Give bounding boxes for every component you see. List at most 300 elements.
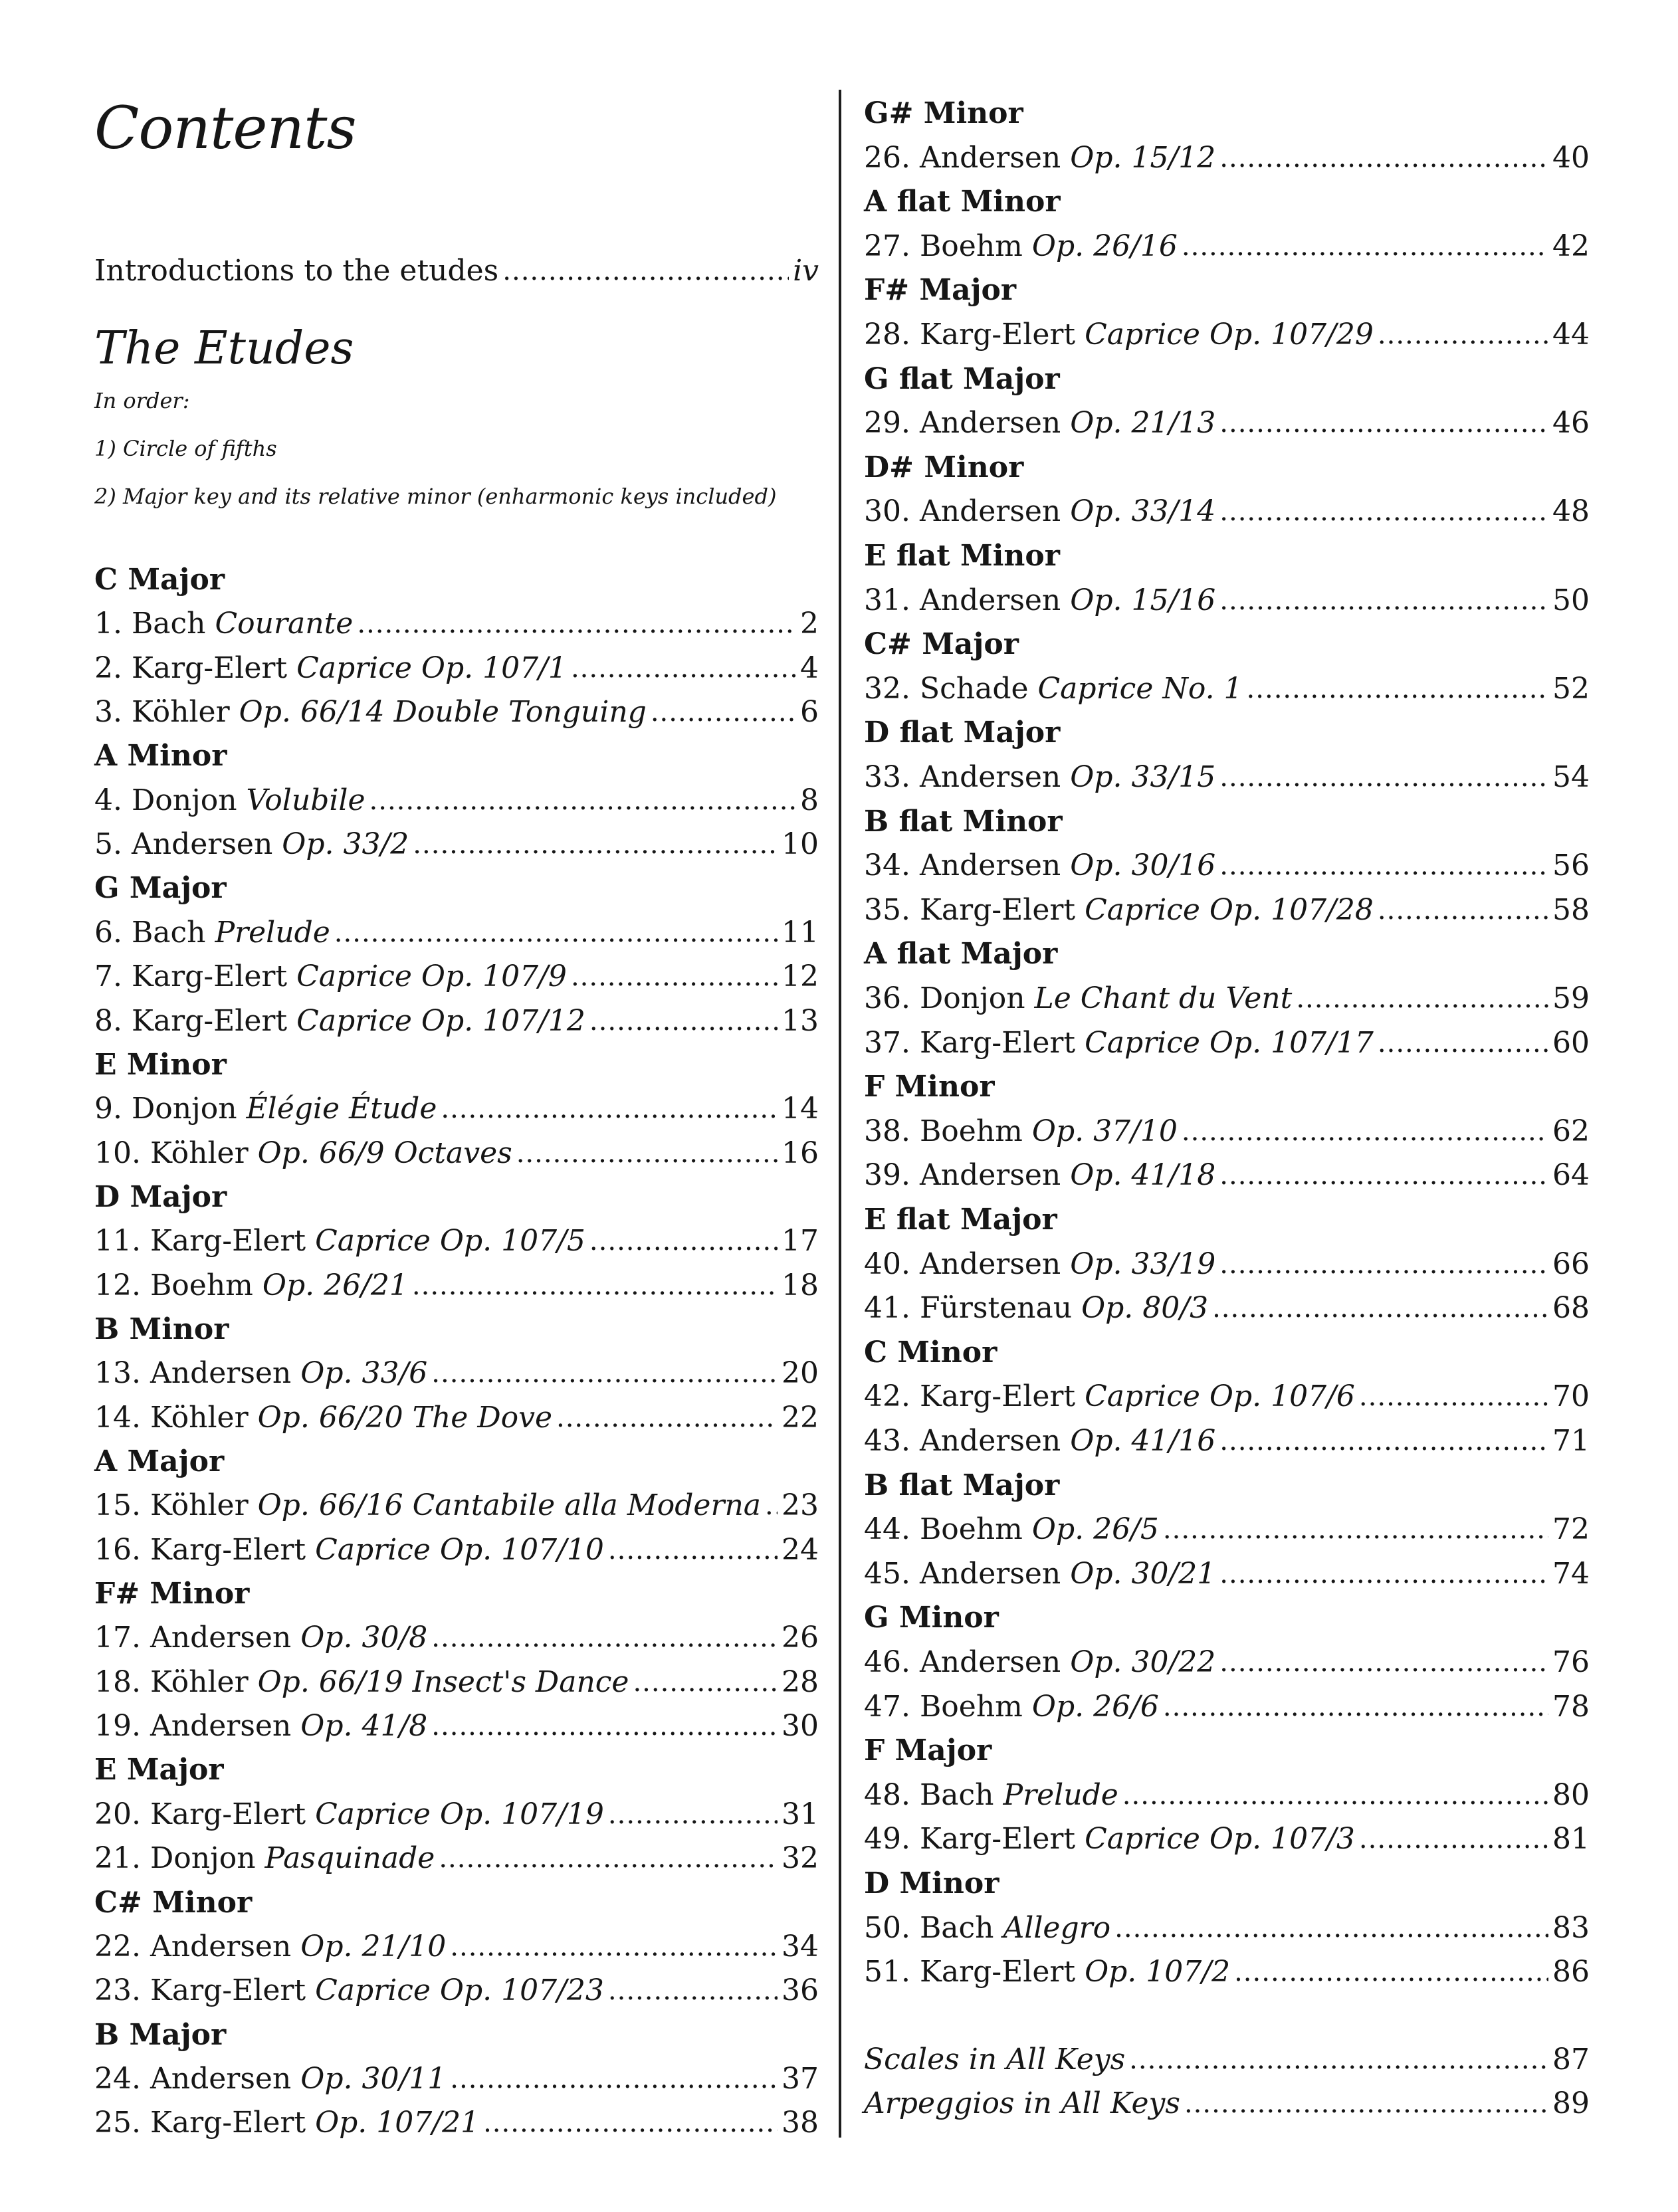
work-title: Pasquinade xyxy=(264,1841,435,1876)
dot-leader xyxy=(334,914,778,952)
dot-leader xyxy=(431,1355,778,1392)
dot-leader xyxy=(1234,1954,1548,1991)
key-heading: F# Major xyxy=(864,273,1017,308)
work-title: Caprice Op. 107/3 xyxy=(1085,1822,1355,1857)
entry-title: 41. Fürstenau Op. 80/3 xyxy=(864,1291,1209,1326)
dot-leader xyxy=(608,1972,778,2009)
dot-leader xyxy=(1378,316,1548,353)
entry-title: 46. Andersen Op. 30/22 xyxy=(864,1645,1216,1679)
page-number: 24 xyxy=(782,1532,819,1567)
page-number: 72 xyxy=(1552,1512,1590,1547)
appendix-title: Arpeggios in All Keys xyxy=(864,2086,1180,2120)
dot-leader xyxy=(1219,1556,1548,1593)
page-number: 38 xyxy=(782,2106,819,2140)
dot-leader xyxy=(450,2061,778,2098)
work-title: Op. 33/2 xyxy=(282,827,409,862)
entry-title: 1. Bach Courante xyxy=(94,607,354,641)
dot-leader xyxy=(1219,493,1548,530)
page-number: 60 xyxy=(1552,1025,1590,1060)
toc-entry[interactable] xyxy=(864,1416,1590,1460)
work-title: Caprice Op. 107/28 xyxy=(1085,892,1374,927)
dot-leader xyxy=(1219,140,1548,177)
dot-leader xyxy=(608,1532,778,1569)
dot-leader xyxy=(1184,2085,1548,2122)
page-title: Contents xyxy=(94,94,356,162)
toc-entry-intro[interactable] xyxy=(94,246,819,290)
key-heading: D flat Major xyxy=(864,716,1061,750)
work-title: Op. 41/18 xyxy=(1070,1158,1216,1193)
key-heading: A flat Major xyxy=(864,937,1058,971)
dot-leader xyxy=(1114,1910,1548,1947)
entry-title: 14. Köhler Op. 66/20 The Dove xyxy=(94,1400,552,1435)
entry-title: 15. Köhler Op. 66/16 Cantabile alla Moderna xyxy=(94,1488,762,1523)
work-title: Caprice Op. 107/23 xyxy=(315,1973,604,2008)
toc-entry[interactable] xyxy=(864,1504,1590,1548)
page-number: 46 xyxy=(1552,406,1590,441)
entry-title: 8. Karg-Elert Caprice Op. 107/12 xyxy=(94,1003,585,1038)
dot-leader xyxy=(1296,980,1548,1017)
toc-entry[interactable] xyxy=(94,1701,819,1745)
dot-leader xyxy=(1219,847,1548,884)
entry-title: 37. Karg-Elert Caprice Op. 107/17 xyxy=(864,1025,1374,1060)
work-title: Op. 26/6 xyxy=(1031,1689,1159,1724)
key-heading: B flat Major xyxy=(864,1468,1060,1502)
work-title: Op. 30/22 xyxy=(1070,1645,1216,1679)
key-heading: A flat Minor xyxy=(864,185,1061,219)
toc-entry[interactable] xyxy=(864,1903,1590,1947)
toc-entry[interactable] xyxy=(864,221,1590,265)
dot-leader xyxy=(483,2104,778,2142)
entry-title: 29. Andersen Op. 21/13 xyxy=(864,406,1216,441)
dot-leader xyxy=(1378,892,1548,929)
entry-title: Introductions to the etudes xyxy=(94,254,499,288)
work-title: Op. 33/19 xyxy=(1070,1247,1216,1281)
entry-title: 20. Karg-Elert Caprice Op. 107/19 xyxy=(94,1797,604,1831)
entry-title: 42. Karg-Elert Caprice Op. 107/6 xyxy=(864,1379,1355,1414)
page-number: 12 xyxy=(782,959,819,994)
dot-leader xyxy=(1219,759,1548,796)
work-title: Prelude xyxy=(1003,1777,1118,1812)
key-heading: G Major xyxy=(94,871,227,906)
page-number: 66 xyxy=(1552,1247,1590,1281)
toc-entry[interactable] xyxy=(864,1018,1590,1062)
dot-leader xyxy=(1212,1290,1548,1327)
page-number: 64 xyxy=(1552,1158,1590,1193)
dot-leader xyxy=(556,1399,778,1437)
toc-entry[interactable] xyxy=(94,996,819,1040)
dot-leader xyxy=(1182,228,1548,265)
toc-entry[interactable] xyxy=(94,1393,819,1437)
entry-title: 10. Köhler Op. 66/9 Octaves xyxy=(94,1136,512,1170)
page-number: 31 xyxy=(782,1797,819,1831)
dot-leader xyxy=(589,1223,778,1260)
entry-title: 6. Bach Prelude xyxy=(94,915,330,950)
page-number: 78 xyxy=(1552,1689,1590,1724)
page-number: 87 xyxy=(1552,2043,1590,2076)
work-title: Op. 33/14 xyxy=(1070,494,1216,529)
toc-entry[interactable] xyxy=(94,908,819,952)
toc-entry[interactable] xyxy=(864,1814,1590,1858)
dot-leader xyxy=(369,782,796,819)
page-number: 34 xyxy=(782,1929,819,1963)
toc-entry[interactable] xyxy=(94,1084,819,1128)
dot-leader xyxy=(1378,1025,1548,1062)
entry-title: 48. Bach Prelude xyxy=(864,1777,1118,1812)
entry-title: 51. Karg-Elert Op. 107/2 xyxy=(864,1955,1231,1989)
dot-leader xyxy=(608,1796,778,1833)
work-title: Op. 30/8 xyxy=(300,1621,428,1655)
page-number: 40 xyxy=(1552,140,1590,175)
toc-entry[interactable] xyxy=(864,1682,1590,1726)
dot-leader xyxy=(1219,1157,1548,1194)
page-number: 48 xyxy=(1552,494,1590,529)
entry-title: 16. Karg-Elert Caprice Op. 107/10 xyxy=(94,1532,604,1567)
page-number: 56 xyxy=(1552,849,1590,883)
dot-leader xyxy=(431,1708,778,1745)
key-heading: C Major xyxy=(94,563,225,597)
entry-title: 40. Andersen Op. 33/19 xyxy=(864,1247,1216,1281)
key-heading: D Minor xyxy=(864,1866,999,1900)
entry-title: 13. Andersen Op. 33/6 xyxy=(94,1356,428,1391)
dot-leader xyxy=(1219,1423,1548,1460)
page-number: 44 xyxy=(1552,318,1590,352)
key-heading: G flat Major xyxy=(864,361,1060,396)
work-title: Caprice Op. 107/10 xyxy=(315,1532,604,1567)
key-heading: G# Minor xyxy=(864,96,1023,130)
work-title: Op. 26/21 xyxy=(262,1268,408,1302)
toc-entry[interactable] xyxy=(94,599,819,643)
dot-leader xyxy=(1219,405,1548,442)
dot-leader xyxy=(1182,1113,1548,1150)
work-title: Op. 66/19 Insect's Dance xyxy=(257,1664,629,1699)
toc-entry[interactable] xyxy=(864,398,1590,442)
page-number: 81 xyxy=(1552,1822,1590,1857)
toc-entry[interactable] xyxy=(864,1371,1590,1415)
page-number: 68 xyxy=(1552,1291,1590,1326)
entry-title: 17. Andersen Op. 30/8 xyxy=(94,1621,428,1655)
work-title: Op. 21/13 xyxy=(1070,406,1216,441)
page-number: 4 xyxy=(800,651,819,685)
key-heading: C# Major xyxy=(864,627,1019,662)
key-heading: G Minor xyxy=(864,1601,999,1635)
page-number: 23 xyxy=(782,1488,819,1523)
order-note-2: 2) Major key and its relative minor (enharmonic keys included) xyxy=(94,484,777,509)
work-title: Op. 26/5 xyxy=(1031,1512,1159,1547)
appendix-title: Scales in All Keys xyxy=(864,2043,1126,2076)
entry-title: 32. Schade Caprice No. 1 xyxy=(864,671,1243,706)
dot-leader xyxy=(1359,1378,1548,1415)
page-number: 30 xyxy=(782,1709,819,1744)
toc-entry[interactable] xyxy=(94,1480,819,1524)
toc-entry[interactable] xyxy=(94,1525,819,1569)
entry-title: 12. Boehm Op. 26/21 xyxy=(94,1268,408,1302)
dot-leader xyxy=(651,694,796,731)
entry-title: 18. Köhler Op. 66/19 Insect's Dance xyxy=(94,1664,629,1699)
key-heading: E Major xyxy=(94,1753,224,1787)
dot-leader xyxy=(439,1840,778,1877)
dot-leader xyxy=(1219,582,1548,619)
toc-entry[interactable] xyxy=(864,973,1590,1017)
work-title: Volubile xyxy=(246,783,366,817)
order-note-1: 1) Circle of fifths xyxy=(94,436,277,461)
entry-title: 38. Boehm Op. 37/10 xyxy=(864,1114,1178,1148)
work-title: Op. 33/15 xyxy=(1070,760,1216,794)
entry-title: 47. Boehm Op. 26/6 xyxy=(864,1689,1159,1724)
toc-entry[interactable] xyxy=(94,819,819,863)
work-title: Op. 66/20 The Dove xyxy=(257,1400,552,1435)
page-number: 8 xyxy=(800,783,819,817)
work-title: Op. 41/8 xyxy=(300,1709,428,1744)
page-number: 16 xyxy=(782,1136,819,1170)
page-number: 28 xyxy=(782,1664,819,1699)
order-note-label: In order: xyxy=(94,388,190,413)
page-number: 83 xyxy=(1552,1910,1590,1945)
entry-title: 28. Karg-Elert Caprice Op. 107/29 xyxy=(864,318,1374,352)
work-title: Op. 30/16 xyxy=(1070,849,1216,883)
toc-entry[interactable] xyxy=(94,1833,819,1877)
toc-entry-appendix[interactable] xyxy=(864,2035,1590,2078)
toc-entry[interactable] xyxy=(864,1947,1590,1991)
page-number: 36 xyxy=(782,1973,819,2008)
entry-title: 19. Andersen Op. 41/8 xyxy=(94,1709,428,1744)
work-title: Prelude xyxy=(215,915,330,950)
page-number: 58 xyxy=(1552,892,1590,927)
page-number: 86 xyxy=(1552,1955,1590,1989)
entry-title: 22. Andersen Op. 21/10 xyxy=(94,1929,447,1963)
page-number: 2 xyxy=(800,607,819,641)
toc-entry[interactable] xyxy=(94,1216,819,1260)
toc-entry[interactable] xyxy=(864,841,1590,884)
page-number: 62 xyxy=(1552,1114,1590,1148)
toc-entry[interactable] xyxy=(864,310,1590,353)
entry-title: 49. Karg-Elert Caprice Op. 107/3 xyxy=(864,1822,1355,1857)
toc-entry[interactable] xyxy=(94,775,819,819)
dot-leader xyxy=(516,1135,778,1172)
page-number: 32 xyxy=(782,1841,819,1876)
page-number: 11 xyxy=(782,915,819,950)
key-heading: B Minor xyxy=(94,1312,229,1346)
toc-entry[interactable] xyxy=(94,1260,819,1304)
entry-title: 36. Donjon Le Chant du Vent xyxy=(864,981,1293,1015)
work-title: Op. 107/2 xyxy=(1085,1955,1231,1989)
work-title: Op. 41/16 xyxy=(1070,1424,1216,1458)
entry-title: 5. Andersen Op. 33/2 xyxy=(94,827,409,862)
work-title: Caprice Op. 107/19 xyxy=(315,1797,604,1831)
entry-title: 34. Andersen Op. 30/16 xyxy=(864,849,1216,883)
work-title: Caprice Op. 107/1 xyxy=(296,651,567,685)
key-heading: B Major xyxy=(94,2017,227,2052)
work-title: Élégie Étude xyxy=(246,1092,437,1126)
entry-title: 11. Karg-Elert Caprice Op. 107/5 xyxy=(94,1224,585,1258)
entry-title: 44. Boehm Op. 26/5 xyxy=(864,1512,1159,1547)
dot-leader xyxy=(413,826,778,863)
work-title: Op. 21/10 xyxy=(300,1929,447,1963)
dot-leader xyxy=(589,1003,778,1040)
toc-entry[interactable] xyxy=(864,133,1590,177)
work-title: Op. 37/10 xyxy=(1031,1114,1178,1148)
toc-entry[interactable] xyxy=(94,952,819,995)
entry-title: 24. Andersen Op. 30/11 xyxy=(94,2061,447,2096)
page-number: 20 xyxy=(782,1356,819,1391)
work-title: Le Chant du Vent xyxy=(1034,981,1293,1015)
dot-leader xyxy=(1163,1511,1548,1548)
page-number: 37 xyxy=(782,2061,819,2096)
key-heading: B flat Minor xyxy=(864,804,1063,839)
page-number: 52 xyxy=(1552,671,1590,706)
toc-entry[interactable] xyxy=(94,2054,819,2098)
dot-leader xyxy=(1219,1644,1548,1681)
page-number: 26 xyxy=(782,1621,819,1655)
toc-entry[interactable] xyxy=(864,1239,1590,1283)
page-number: iv xyxy=(793,254,819,288)
work-title: Caprice No. 1 xyxy=(1037,671,1243,706)
work-title: Op. 80/3 xyxy=(1081,1291,1209,1326)
dot-leader xyxy=(1219,1246,1548,1283)
entry-title: 39. Andersen Op. 41/18 xyxy=(864,1158,1216,1193)
entry-title: 3. Köhler Op. 66/14 Double Tonguing xyxy=(94,695,647,730)
entry-title: 33. Andersen Op. 33/15 xyxy=(864,760,1216,794)
toc-entry[interactable] xyxy=(94,687,819,731)
entry-title: 27. Boehm Op. 26/16 xyxy=(864,229,1178,263)
page-number: 42 xyxy=(1552,229,1590,263)
key-heading: F Minor xyxy=(864,1070,995,1104)
dot-leader xyxy=(1247,670,1548,708)
entry-title: 23. Karg-Elert Caprice Op. 107/23 xyxy=(94,1973,604,2008)
work-title: Caprice Op. 107/6 xyxy=(1085,1379,1355,1414)
key-heading: F# Minor xyxy=(94,1577,250,1611)
key-heading: A Minor xyxy=(94,739,227,773)
page-number: 71 xyxy=(1552,1424,1590,1458)
toc-entry[interactable] xyxy=(94,1922,819,1965)
work-title: Op. 15/12 xyxy=(1070,140,1216,175)
key-heading: A Major xyxy=(94,1445,225,1478)
entry-title: 4. Donjon Volubile xyxy=(94,783,366,817)
toc-entry[interactable] xyxy=(864,885,1590,929)
page-number: 17 xyxy=(782,1224,819,1258)
page-number: 70 xyxy=(1552,1379,1590,1414)
page-number: 76 xyxy=(1552,1645,1590,1679)
work-title: Caprice Op. 107/5 xyxy=(315,1224,585,1258)
work-title: Caprice Op. 107/9 xyxy=(296,959,567,994)
key-heading: C Minor xyxy=(864,1335,997,1369)
toc-entry[interactable] xyxy=(94,643,819,687)
toc-entry[interactable] xyxy=(864,1283,1590,1327)
toc-entry[interactable] xyxy=(864,575,1590,619)
key-heading: C# Minor xyxy=(94,1885,253,1920)
dot-leader xyxy=(765,1487,778,1524)
entry-title: 43. Andersen Op. 41/16 xyxy=(864,1424,1216,1458)
entry-title: 35. Karg-Elert Caprice Op. 107/28 xyxy=(864,892,1374,927)
work-title: Op. 15/16 xyxy=(1070,583,1216,617)
work-title: Op. 66/9 Octaves xyxy=(257,1136,512,1170)
page-number: 13 xyxy=(782,1003,819,1038)
dot-leader xyxy=(571,958,778,995)
entry-title: 30. Andersen Op. 33/14 xyxy=(864,494,1216,529)
dot-leader xyxy=(571,650,796,687)
dot-leader xyxy=(1163,1688,1548,1726)
work-title: Op. 30/21 xyxy=(1070,1556,1216,1591)
entry-title: 25. Karg-Elert Op. 107/21 xyxy=(94,2106,480,2140)
work-title: Op. 66/14 Double Tonguing xyxy=(239,695,647,730)
key-heading: D Major xyxy=(94,1179,227,1214)
page-number: 18 xyxy=(782,1268,819,1302)
dot-leader xyxy=(450,1928,778,1965)
page-number: 89 xyxy=(1552,2086,1590,2120)
key-heading: E Minor xyxy=(94,1047,227,1082)
dot-leader xyxy=(412,1267,778,1304)
toc-entry[interactable] xyxy=(864,1637,1590,1681)
dot-leader xyxy=(1359,1821,1548,1858)
entry-title: 45. Andersen Op. 30/21 xyxy=(864,1556,1216,1591)
toc-entry[interactable] xyxy=(864,1106,1590,1150)
page-number: 22 xyxy=(782,1400,819,1435)
work-title: Op. 26/16 xyxy=(1031,229,1178,263)
toc-entry[interactable] xyxy=(864,752,1590,796)
page-number: 74 xyxy=(1552,1556,1590,1591)
work-title: Courante xyxy=(215,607,354,641)
key-heading: F Major xyxy=(864,1734,992,1768)
dot-leader xyxy=(502,252,789,290)
page-number: 54 xyxy=(1552,760,1590,794)
page-number: 14 xyxy=(782,1092,819,1126)
toc-entry[interactable] xyxy=(94,1965,819,2009)
toc-entry[interactable] xyxy=(94,1789,819,1833)
dot-leader xyxy=(633,1664,778,1701)
key-heading: D# Minor xyxy=(864,450,1024,484)
entry-title: 2. Karg-Elert Caprice Op. 107/1 xyxy=(94,651,567,685)
toc-entry[interactable] xyxy=(864,1549,1590,1593)
work-title: Op. 66/16 Cantabile alla Moderna xyxy=(257,1488,762,1523)
key-heading: E flat Minor xyxy=(864,539,1060,573)
entry-title: 9. Donjon Élégie Étude xyxy=(94,1092,437,1126)
entry-title: 21. Donjon Pasquinade xyxy=(94,1841,435,1876)
dot-leader xyxy=(441,1090,778,1128)
page-number: 80 xyxy=(1552,1777,1590,1812)
work-title: Op. 107/21 xyxy=(315,2106,480,2140)
entry-title: 50. Bach Allegro xyxy=(864,1910,1111,1945)
toc-entry[interactable] xyxy=(94,1657,819,1701)
toc-entry[interactable] xyxy=(864,1150,1590,1194)
entry-title xyxy=(864,2041,1125,2078)
toc-entry[interactable] xyxy=(94,2098,819,2142)
entry-title: 7. Karg-Elert Caprice Op. 107/9 xyxy=(94,959,567,994)
work-title: Allegro xyxy=(1003,1910,1111,1945)
page-number: 59 xyxy=(1552,981,1590,1015)
section-heading: The Etudes xyxy=(94,322,354,375)
toc-entry[interactable] xyxy=(864,664,1590,708)
work-title: Op. 33/6 xyxy=(300,1356,428,1391)
work-title: Caprice Op. 107/12 xyxy=(296,1003,585,1038)
entry-title xyxy=(864,2085,1180,2122)
page-number: 6 xyxy=(800,695,819,730)
dot-leader xyxy=(357,605,796,643)
toc-entry[interactable] xyxy=(94,1348,819,1392)
toc-entry[interactable] xyxy=(864,1770,1590,1814)
work-title: Caprice Op. 107/29 xyxy=(1085,318,1374,352)
entry-title: 26. Andersen Op. 15/12 xyxy=(864,140,1216,175)
toc-entry[interactable] xyxy=(94,1613,819,1657)
dot-leader xyxy=(1122,1777,1548,1814)
toc-entry[interactable] xyxy=(864,486,1590,530)
dot-leader xyxy=(431,1619,778,1657)
dot-leader xyxy=(1129,2041,1548,2078)
page-number: 10 xyxy=(782,827,819,862)
entry-title: 31. Andersen Op. 15/16 xyxy=(864,583,1216,617)
work-title: Caprice Op. 107/17 xyxy=(1085,1025,1374,1060)
toc-entry-appendix[interactable] xyxy=(864,2078,1590,2122)
toc-entry[interactable] xyxy=(94,1128,819,1172)
page-number: 50 xyxy=(1552,583,1590,617)
